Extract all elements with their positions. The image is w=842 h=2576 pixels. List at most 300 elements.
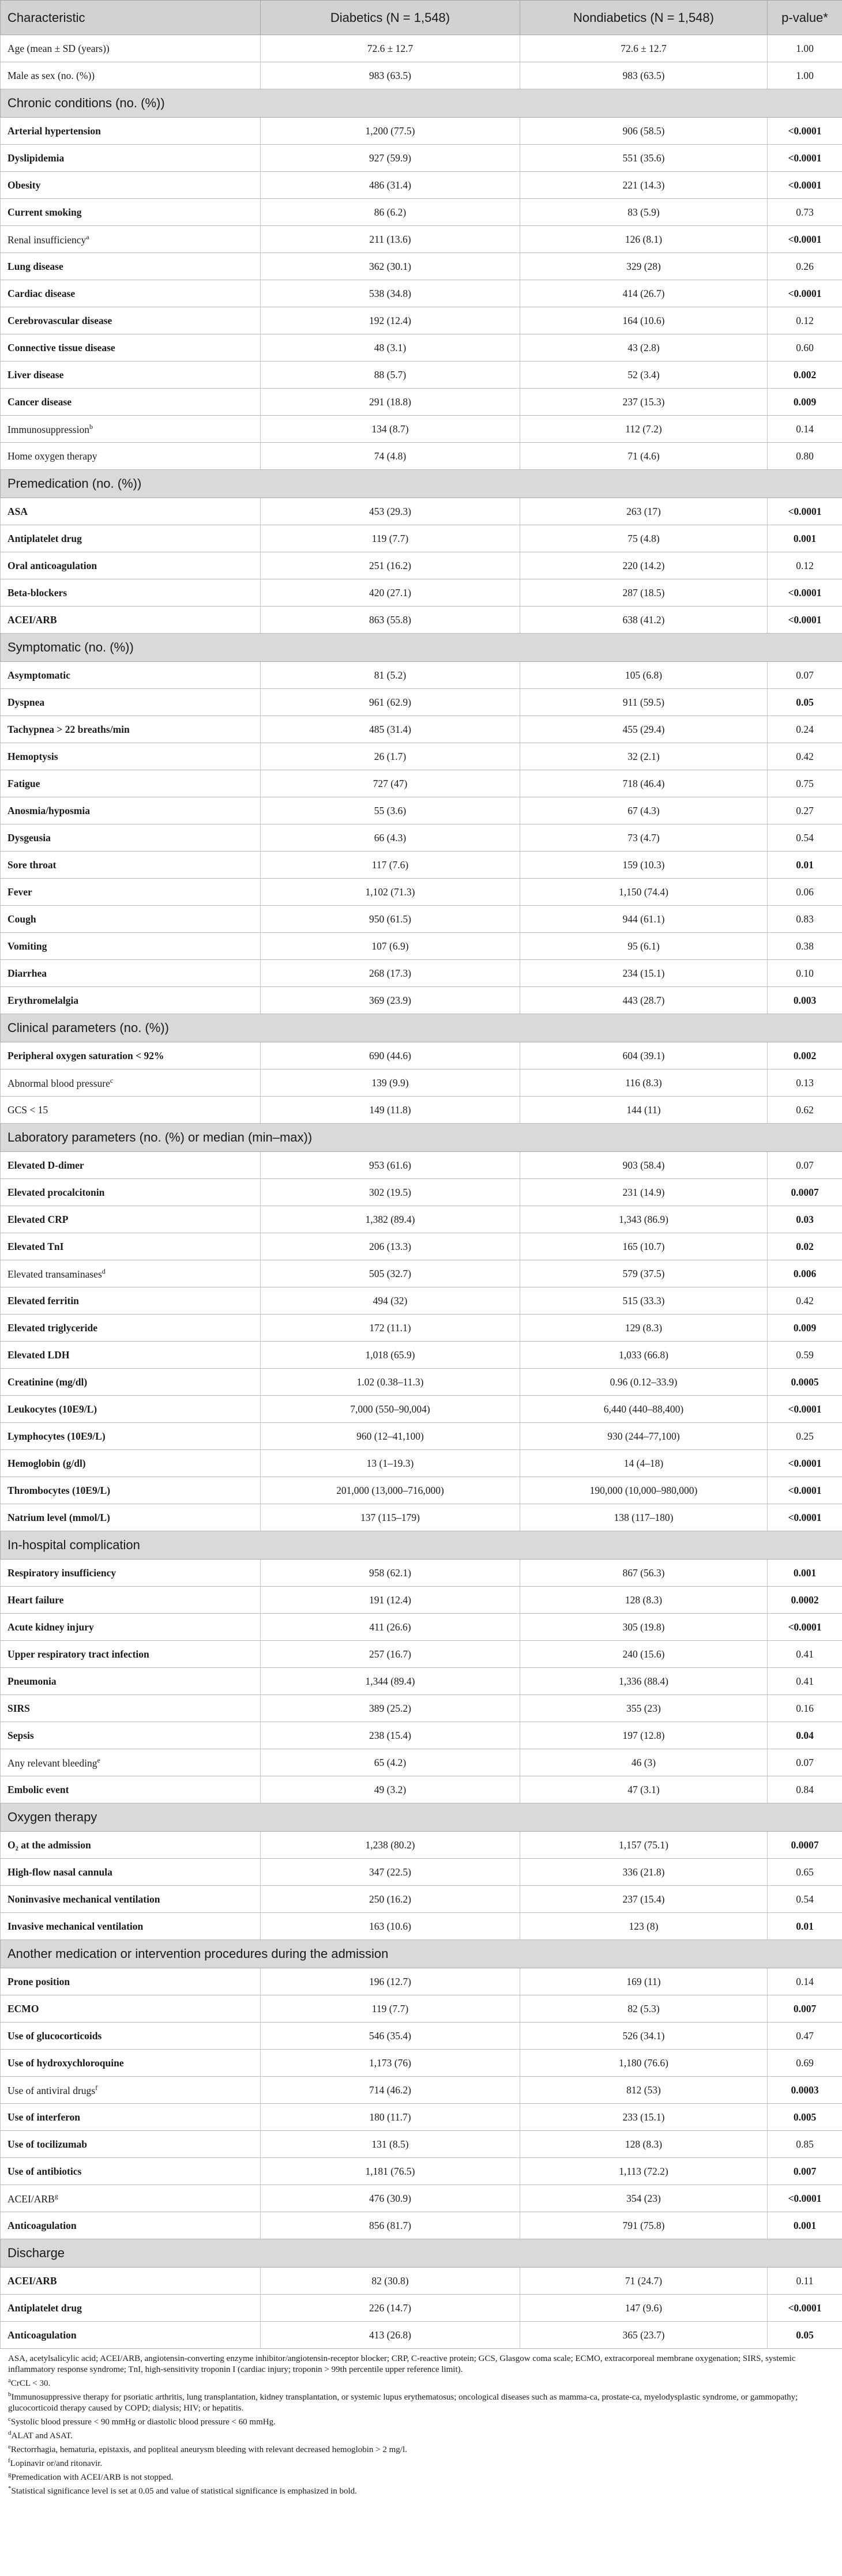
row-label-cell — [1, 2104, 261, 2131]
diabetics-value: 180 (11.7) — [261, 2104, 520, 2131]
diabetics-value: 1,344 (89.4) — [261, 1668, 520, 1695]
table-row — [1, 1587, 842, 1614]
diabetics-value: 960 (12–41,100) — [261, 1423, 520, 1450]
footnote-marker: d — [8, 2430, 12, 2436]
row-label: ACEI/ARB — [7, 2193, 55, 2205]
diabetics-value: 163 (10.6) — [261, 1913, 520, 1940]
nondiabetics-value: 83 (5.9) — [520, 199, 768, 226]
row-label: Use of glucocorticoids — [7, 2029, 102, 2042]
table-row — [1, 1097, 842, 1124]
diabetics-value: 88 (5.7) — [261, 361, 520, 389]
row-label: Dyspnea — [7, 696, 45, 708]
nondiabetics-value: 930 (244–77,100) — [520, 1423, 768, 1450]
p-value: 0.42 — [768, 1287, 842, 1315]
table-row — [1, 62, 842, 89]
p-value: <0.0001 — [768, 2295, 842, 2322]
nondiabetics-value: 812 (53) — [520, 2077, 768, 2104]
p-value: <0.0001 — [768, 280, 842, 307]
footnote-marker: * — [8, 2485, 12, 2492]
nondiabetics-value: 240 (15.6) — [520, 1641, 768, 1668]
nondiabetics-value: 1,157 (75.1) — [520, 1832, 768, 1859]
row-label-cell — [1, 498, 261, 525]
nondiabetics-value: 197 (12.8) — [520, 1722, 768, 1749]
row-label: Immunosuppression — [7, 423, 89, 435]
table-row — [1, 1152, 842, 1179]
p-value: 0.54 — [768, 824, 842, 852]
table-row — [1, 607, 842, 634]
table-row — [1, 1179, 842, 1206]
row-label: Fever — [7, 886, 32, 898]
footnote-text: Premedication with ACEI/ARB is not stopped. — [11, 2473, 174, 2482]
row-label-cell — [1, 879, 261, 906]
p-value: 0.0005 — [768, 1369, 842, 1396]
row-label-cell — [1, 1641, 261, 1668]
section-header — [1, 1940, 842, 1968]
table-row — [1, 2023, 842, 2050]
footnote-text: CrCL < 30. — [10, 2379, 51, 2388]
row-label-cell — [1, 1233, 261, 1260]
row-label-cell — [1, 662, 261, 689]
section-header — [1, 1014, 842, 1042]
row-label-cell — [1, 607, 261, 634]
row-label: Fatigue — [7, 777, 40, 789]
footnote-marker: a — [86, 232, 89, 241]
row-label-cell — [1, 1396, 261, 1423]
nondiabetics-value: 638 (41.2) — [520, 607, 768, 634]
p-value: 0.009 — [768, 1315, 842, 1342]
p-value: 0.05 — [768, 2322, 842, 2349]
footnote — [8, 2375, 834, 2389]
row-label: Use of hydroxychloroquine — [7, 2057, 124, 2069]
diabetics-value: 1,200 (77.5) — [261, 118, 520, 145]
row-label: Lymphocytes (10E9/L) — [7, 1430, 106, 1442]
diabetics-value: 1,181 (76.5) — [261, 2158, 520, 2185]
row-label-cell — [1, 172, 261, 199]
row-label-cell — [1, 1749, 261, 1776]
row-label-cell — [1, 1450, 261, 1477]
table-row — [1, 1042, 842, 1069]
section-header — [1, 89, 842, 118]
table-row — [1, 2268, 842, 2295]
footnote-marker: d — [102, 1267, 106, 1275]
row-label-cell — [1, 35, 261, 62]
row-label-cell — [1, 2185, 261, 2212]
diabetics-value: 268 (17.3) — [261, 960, 520, 987]
row-label: Connective tissue disease — [7, 341, 115, 353]
row-label: Elevated CRP — [7, 1213, 69, 1225]
nondiabetics-value: 6,440 (440–88,400) — [520, 1396, 768, 1423]
p-value: 0.16 — [768, 1695, 842, 1722]
diabetics-value: 950 (61.5) — [261, 906, 520, 933]
footnote-text: Immunosuppressive therapy for psoriatic arthritis, lung transplantation, kidney transplantation, or systemic lupus erythematosus; oncological diseases such as mamma-ca, prostate-ca, myelodysplastic syndrome, or gammopathy; glucocorticoid therapy caused by COPD; dialysis; HIV; or hepatitis. — [8, 2393, 798, 2413]
p-value: 0.13 — [768, 1069, 842, 1097]
footnote-marker: e — [8, 2443, 11, 2450]
p-value: 0.001 — [768, 2212, 842, 2239]
p-value: 0.42 — [768, 743, 842, 770]
nondiabetics-value: 220 (14.2) — [520, 552, 768, 579]
p-value: 0.80 — [768, 443, 842, 470]
nondiabetics-value: 867 (56.3) — [520, 1560, 768, 1587]
table-row — [1, 1832, 842, 1859]
nondiabetics-value: 906 (58.5) — [520, 118, 768, 145]
nondiabetics-value: 903 (58.4) — [520, 1152, 768, 1179]
p-value: 0.001 — [768, 1560, 842, 1587]
footnote-text: ALAT and ASAT. — [11, 2431, 73, 2441]
diabetics-value: 137 (115–179) — [261, 1504, 520, 1531]
row-label-cell — [1, 525, 261, 552]
diabetics-value: 119 (7.7) — [261, 1995, 520, 2023]
row-label-cell — [1, 145, 261, 172]
section-header — [1, 634, 842, 662]
footnote — [8, 2428, 834, 2442]
diabetics-value: 413 (26.8) — [261, 2322, 520, 2349]
row-label-cell — [1, 933, 261, 960]
diabetics-value: 302 (19.5) — [261, 1179, 520, 1206]
p-value: 0.26 — [768, 253, 842, 280]
diabetics-value: 72.6 ± 12.7 — [261, 35, 520, 62]
p-value: 0.006 — [768, 1260, 842, 1287]
header-nondiabetics: Nondiabetics (N = 1,548) — [520, 1, 768, 35]
diabetics-value: 134 (8.7) — [261, 416, 520, 443]
nondiabetics-value: 73 (4.7) — [520, 824, 768, 852]
footnote-marker: c — [8, 2416, 11, 2423]
footnote-marker: b — [8, 2391, 12, 2398]
nondiabetics-value: 82 (5.3) — [520, 1995, 768, 2023]
table-row — [1, 1450, 842, 1477]
diabetics-value: 494 (32) — [261, 1287, 520, 1315]
diabetics-value: 107 (6.9) — [261, 933, 520, 960]
diabetics-value: 1,173 (76) — [261, 2050, 520, 2077]
diabetics-value: 117 (7.6) — [261, 852, 520, 879]
table-row — [1, 689, 842, 716]
p-value: 0.85 — [768, 2131, 842, 2158]
diabetics-value: 149 (11.8) — [261, 1097, 520, 1124]
section-title: In-hospital complication — [1, 1531, 842, 1560]
row-label: Cancer disease — [7, 396, 72, 408]
row-label: Use of tocilizumab — [7, 2138, 88, 2150]
row-label-cell — [1, 1152, 261, 1179]
row-label-cell — [1, 1695, 261, 1722]
p-value: 0.60 — [768, 334, 842, 361]
row-label: Antiplatelet drug — [7, 2302, 82, 2314]
table-row — [1, 1396, 842, 1423]
table-body — [1, 35, 842, 2349]
table-row — [1, 172, 842, 199]
row-label: Cough — [7, 913, 36, 925]
nondiabetics-value: 983 (63.5) — [520, 62, 768, 89]
row-label-cell — [1, 1477, 261, 1504]
nondiabetics-value: 237 (15.3) — [520, 389, 768, 416]
header-row — [1, 1, 842, 35]
footnote-marker: g — [54, 2191, 58, 2200]
table-row — [1, 987, 842, 1014]
diabetics-value: 453 (29.3) — [261, 498, 520, 525]
table-row — [1, 1287, 842, 1315]
table-row — [1, 1668, 842, 1695]
table-row — [1, 579, 842, 607]
nondiabetics-value: 128 (8.3) — [520, 1587, 768, 1614]
row-label: Peripheral oxygen saturation < 92% — [7, 1049, 164, 1061]
row-label-cell — [1, 1587, 261, 1614]
table-row — [1, 879, 842, 906]
nondiabetics-value: 147 (9.6) — [520, 2295, 768, 2322]
row-label-cell — [1, 1287, 261, 1315]
table-row — [1, 2295, 842, 2322]
table-row — [1, 361, 842, 389]
nondiabetics-value: 95 (6.1) — [520, 933, 768, 960]
row-label: Hemoglobin (g/dl) — [7, 1457, 86, 1469]
row-label: Use of antiviral drugs — [7, 2084, 96, 2096]
diabetics-value: 505 (32.7) — [261, 1260, 520, 1287]
nondiabetics-value: 604 (39.1) — [520, 1042, 768, 1069]
row-label-cell — [1, 1069, 261, 1097]
nondiabetics-value: 138 (117–180) — [520, 1504, 768, 1531]
nondiabetics-value: 43 (2.8) — [520, 334, 768, 361]
row-label: ACEI/ARB — [7, 2274, 57, 2287]
row-label: ASA — [7, 505, 28, 517]
p-value: 0.62 — [768, 1097, 842, 1124]
row-label: Current smoking — [7, 206, 82, 218]
p-value: 0.0002 — [768, 1587, 842, 1614]
row-label-cell — [1, 1913, 261, 1940]
nondiabetics-value: 365 (23.7) — [520, 2322, 768, 2349]
table-row — [1, 1260, 842, 1287]
diabetics-value: 546 (35.4) — [261, 2023, 520, 2050]
row-label: Sepsis — [7, 1729, 34, 1741]
section-header — [1, 1124, 842, 1152]
diabetics-value: 727 (47) — [261, 770, 520, 797]
row-label-cell — [1, 906, 261, 933]
table-row — [1, 1369, 842, 1396]
row-label: Elevated D-dimer — [7, 1159, 84, 1171]
row-label-cell — [1, 2023, 261, 2050]
row-label: Tachypnea > 22 breaths/min — [7, 723, 130, 735]
row-label: Prone position — [7, 1975, 70, 1987]
table-row — [1, 1695, 842, 1722]
p-value: <0.0001 — [768, 118, 842, 145]
nondiabetics-value: 71 (24.7) — [520, 2268, 768, 2295]
row-label-cell — [1, 552, 261, 579]
row-label: Noninvasive mechanical ventilation — [7, 1893, 160, 1905]
p-value: <0.0001 — [768, 1477, 842, 1504]
p-value: 0.69 — [768, 2050, 842, 2077]
row-label: Cardiac disease — [7, 287, 76, 299]
p-value: 0.25 — [768, 1423, 842, 1450]
table-row — [1, 1886, 842, 1913]
nondiabetics-value: 165 (10.7) — [520, 1233, 768, 1260]
row-label-cell — [1, 2077, 261, 2104]
p-value: 0.27 — [768, 797, 842, 824]
row-label-cell — [1, 2050, 261, 2077]
nondiabetics-value: 791 (75.8) — [520, 2212, 768, 2239]
table-row — [1, 1315, 842, 1342]
diabetics-value: 191 (12.4) — [261, 1587, 520, 1614]
row-label: Elevated transaminases — [7, 1268, 102, 1280]
nondiabetics-value: 105 (6.8) — [520, 662, 768, 689]
table-row — [1, 1859, 842, 1886]
table-row — [1, 1913, 842, 1940]
diabetics-value: 55 (3.6) — [261, 797, 520, 824]
diabetics-value: 139 (9.9) — [261, 1069, 520, 1097]
nondiabetics-value: 14 (4–18) — [520, 1450, 768, 1477]
footnote-marker: b — [89, 422, 93, 431]
table-row — [1, 1995, 842, 2023]
nondiabetics-value: 123 (8) — [520, 1913, 768, 1940]
row-label: SIRS — [7, 1702, 30, 1714]
diabetics-value: 119 (7.7) — [261, 525, 520, 552]
row-label-cell — [1, 280, 261, 307]
section-header — [1, 1531, 842, 1560]
section-title: Premedication (no. (%)) — [1, 470, 842, 498]
nondiabetics-value: 0.96 (0.12–33.9) — [520, 1369, 768, 1396]
table-row — [1, 797, 842, 824]
row-label-cell — [1, 743, 261, 770]
diabetics-value: 49 (3.2) — [261, 1776, 520, 1803]
row-label-cell — [1, 1560, 261, 1587]
footnotes — [0, 2349, 842, 2497]
section-header — [1, 2239, 842, 2268]
p-value: 1.00 — [768, 62, 842, 89]
p-value: 0.002 — [768, 1042, 842, 1069]
p-value: 0.54 — [768, 1886, 842, 1913]
nondiabetics-value: 1,336 (88.4) — [520, 1668, 768, 1695]
nondiabetics-value: 911 (59.5) — [520, 689, 768, 716]
row-label: Natrium level (mmol/L) — [7, 1511, 110, 1523]
footnote — [8, 2389, 834, 2414]
p-value: 0.83 — [768, 906, 842, 933]
table-row — [1, 2158, 842, 2185]
nondiabetics-value: 515 (33.3) — [520, 1287, 768, 1315]
table-row — [1, 1504, 842, 1531]
diabetics-value: 1,382 (89.4) — [261, 1206, 520, 1233]
nondiabetics-value: 718 (46.4) — [520, 770, 768, 797]
diabetics-value: 226 (14.7) — [261, 2295, 520, 2322]
row-label: Use of antibiotics — [7, 2165, 82, 2177]
row-label: Elevated TnI — [7, 1240, 64, 1252]
p-value: 0.01 — [768, 852, 842, 879]
table-row — [1, 1423, 842, 1450]
row-label-cell — [1, 1042, 261, 1069]
row-label: Any relevant bleeding — [7, 1757, 97, 1769]
row-label: Acute kidney injury — [7, 1621, 94, 1633]
footnote-marker: g — [8, 2471, 12, 2478]
nondiabetics-value: 72.6 ± 12.7 — [520, 35, 768, 62]
section-title: Symptomatic (no. (%)) — [1, 634, 842, 662]
p-value: 0.009 — [768, 389, 842, 416]
footnote — [8, 2353, 834, 2375]
row-label: Anosmia/hyposmia — [7, 804, 90, 816]
p-value: 0.10 — [768, 960, 842, 987]
nondiabetics-value: 526 (34.1) — [520, 2023, 768, 2050]
table-row — [1, 2104, 842, 2131]
row-label: Antiplatelet drug — [7, 532, 82, 544]
diabetics-value: 486 (31.4) — [261, 172, 520, 199]
row-label: Arterial hypertension — [7, 125, 101, 137]
nondiabetics-value: 190,000 (10,000–980,000) — [520, 1477, 768, 1504]
p-value: 0.07 — [768, 1749, 842, 1776]
section-header — [1, 470, 842, 498]
row-label-cell — [1, 253, 261, 280]
p-value: 0.75 — [768, 770, 842, 797]
diabetics-value: 856 (81.7) — [261, 2212, 520, 2239]
table-row — [1, 824, 842, 852]
table-row — [1, 2050, 842, 2077]
p-value: <0.0001 — [768, 226, 842, 253]
table-row — [1, 416, 842, 443]
row-label: Thrombocytes (10E9/L) — [7, 1484, 111, 1496]
section-title: Oxygen therapy — [1, 1803, 842, 1832]
p-value: 0.12 — [768, 552, 842, 579]
row-label-cell — [1, 389, 261, 416]
row-label-cell — [1, 1423, 261, 1450]
p-value: 0.03 — [768, 1206, 842, 1233]
p-value: 0.07 — [768, 662, 842, 689]
table-row — [1, 716, 842, 743]
diabetics-value: 13 (1–19.3) — [261, 1450, 520, 1477]
p-value: 0.24 — [768, 716, 842, 743]
table-row — [1, 2212, 842, 2239]
nondiabetics-value: 1,343 (86.9) — [520, 1206, 768, 1233]
table-row — [1, 118, 842, 145]
footnote — [8, 2414, 834, 2428]
nondiabetics-value: 355 (23) — [520, 1695, 768, 1722]
table-row — [1, 253, 842, 280]
nondiabetics-value: 551 (35.6) — [520, 145, 768, 172]
p-value: 0.001 — [768, 525, 842, 552]
p-value: 0.73 — [768, 199, 842, 226]
nondiabetics-value: 112 (7.2) — [520, 416, 768, 443]
diabetics-value: 362 (30.1) — [261, 253, 520, 280]
footnote-marker: e — [97, 1756, 100, 1764]
p-value: 0.002 — [768, 361, 842, 389]
row-label: Pneumonia — [7, 1675, 57, 1687]
table-row — [1, 2077, 842, 2104]
diabetics-value: 953 (61.6) — [261, 1152, 520, 1179]
section-title: Discharge — [1, 2239, 842, 2268]
row-label-cell — [1, 1886, 261, 1913]
section-title: Chronic conditions (no. (%)) — [1, 89, 842, 118]
nondiabetics-value: 126 (8.1) — [520, 226, 768, 253]
row-label-cell — [1, 1260, 261, 1287]
row-label-cell — [1, 579, 261, 607]
nondiabetics-value: 231 (14.9) — [520, 1179, 768, 1206]
row-label: Respiratory insufficiency — [7, 1566, 116, 1579]
row-label: Asymptomatic — [7, 669, 70, 681]
p-value: 0.04 — [768, 1722, 842, 1749]
table-row — [1, 1749, 842, 1776]
nondiabetics-value: 164 (10.6) — [520, 307, 768, 334]
nondiabetics-value: 329 (28) — [520, 253, 768, 280]
p-value: 0.06 — [768, 879, 842, 906]
diabetics-value: 1,238 (80.2) — [261, 1832, 520, 1859]
diabetics-value: 251 (16.2) — [261, 552, 520, 579]
table-row — [1, 498, 842, 525]
diabetics-value: 196 (12.7) — [261, 1968, 520, 1995]
nondiabetics-value: 71 (4.6) — [520, 443, 768, 470]
p-value: 0.02 — [768, 1233, 842, 1260]
footnote-marker: a — [8, 2377, 11, 2384]
p-value: 0.41 — [768, 1641, 842, 1668]
row-label: Dysgeusia — [7, 831, 51, 843]
row-label-cell — [1, 443, 261, 470]
header-characteristic: Characteristic — [1, 1, 261, 35]
diabetics-value: 1,018 (65.9) — [261, 1342, 520, 1369]
row-label: Embolic event — [7, 1783, 69, 1795]
row-label-cell — [1, 1315, 261, 1342]
row-label: Cerebrovascular disease — [7, 314, 112, 326]
row-label-cell — [1, 770, 261, 797]
row-label-cell — [1, 1722, 261, 1749]
